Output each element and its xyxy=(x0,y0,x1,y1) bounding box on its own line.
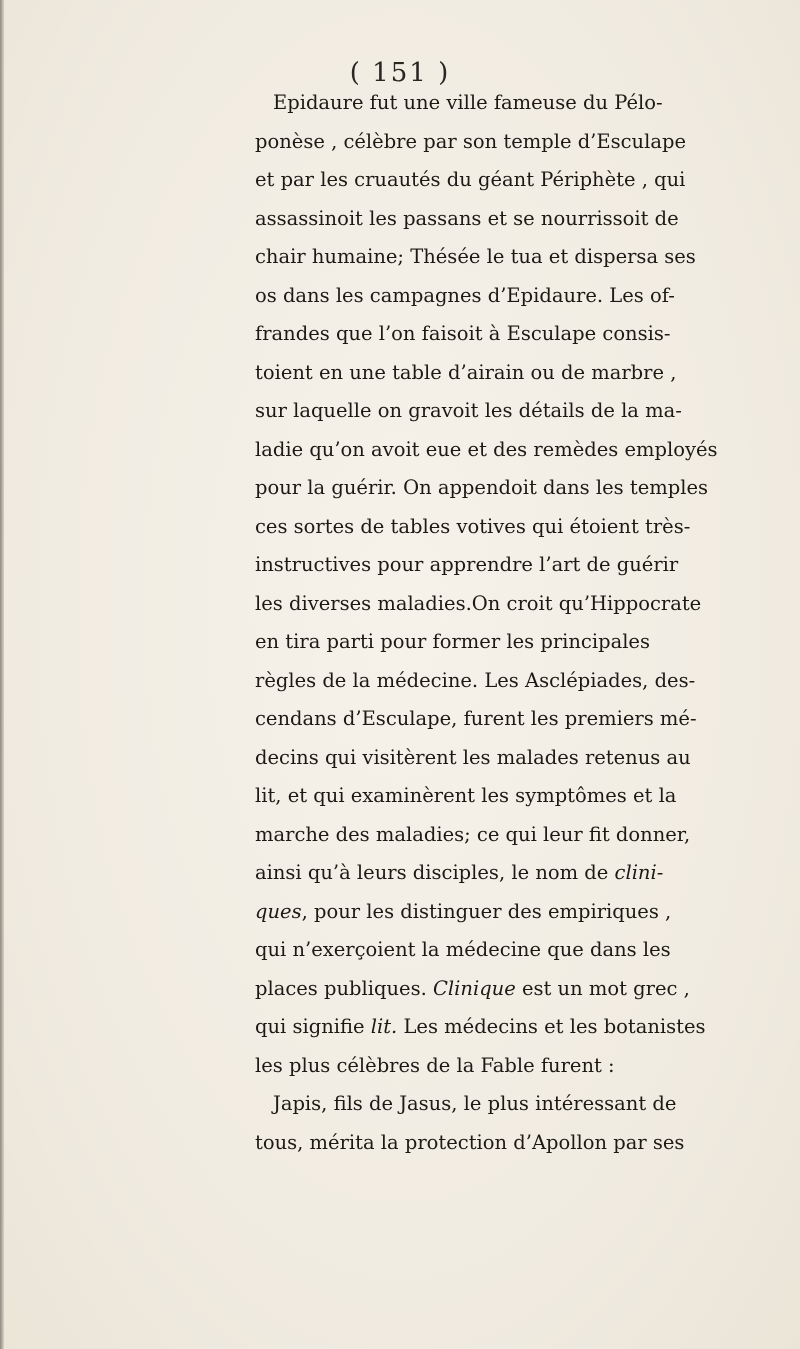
text-line: sur laquelle on gravoit les détails de la ma- xyxy=(255,399,682,422)
page-edge xyxy=(0,0,4,1349)
italic-term: ques xyxy=(255,899,302,923)
text-line: Japis, fils de Jasus, le plus intéressant de xyxy=(273,1092,677,1115)
text-segment: places publiques. xyxy=(255,976,433,1000)
text-line: assassinoit les passans et se nourrissoit de xyxy=(255,206,679,230)
text-line: et par les cruautés du géant Périphète , qui xyxy=(255,168,686,191)
text-line: instructives pour apprendre l’art de guérir xyxy=(255,553,679,576)
body-text xyxy=(255,84,718,1162)
italic-term: lit. xyxy=(370,1015,398,1038)
text-line: ces sortes de tables votives qui étoient très- xyxy=(255,514,691,538)
text-line: pour la guérir. On appendoit dans les temples xyxy=(255,476,708,499)
italic-term: Clinique xyxy=(433,976,516,1000)
text-line: les plus célèbres de la Fable furent : xyxy=(255,1053,615,1077)
text-line: frandes que l’on faisoit à Esculape consis- xyxy=(255,322,671,345)
text-segment: est un mot grec , xyxy=(515,976,690,1000)
text-line: os dans les campagnes d’Epidaure. Les of- xyxy=(255,283,675,307)
text-line xyxy=(255,893,672,932)
text-line: cendans d’Esculape, furent les premiers mé- xyxy=(255,707,697,730)
text-line xyxy=(255,1008,706,1047)
text-line xyxy=(255,970,690,1009)
text-line: lit, et qui examinèrent les symptômes et la xyxy=(255,784,677,807)
text-segment: , pour les distinguer des empiriques , xyxy=(301,899,672,923)
text-line: les diverses maladies.On croit qu’Hippocrate xyxy=(255,591,702,615)
text-segment: qui signifie xyxy=(255,1015,371,1038)
text-line: qui n’exerçoient la médecine que dans les xyxy=(255,938,671,961)
text-line xyxy=(255,854,664,893)
text-segment: Les médecins et les botanistes xyxy=(397,1015,706,1038)
text-line: ladie qu’on avoit eue et des remèdes employés xyxy=(255,437,718,461)
text-line: tous, mérita la protection d’Apollon par ses xyxy=(255,1130,685,1154)
text-line: en tira parti pour former les principales xyxy=(255,630,650,653)
text-line: ponèse , célèbre par son temple d’Esculape xyxy=(255,129,686,153)
italic-term: clini- xyxy=(614,861,664,884)
text-line: toient en une table d’airain ou de marbre , xyxy=(255,360,677,384)
text-line: Epidaure fut une ville fameuse du Pélo- xyxy=(273,91,663,114)
text-line: règles de la médecine. Les Asclépiades, des- xyxy=(255,668,696,692)
text-segment: ainsi qu’à leurs disciples, le nom de xyxy=(255,861,615,884)
text-line: chair humaine; Thésée le tua et dispersa ses xyxy=(255,245,696,268)
text-line: decins qui visitèrent les malades retenus au xyxy=(255,745,691,769)
page-number: ( 151 ) xyxy=(349,58,451,88)
text-line: marche des maladies; ce qui leur fit donner, xyxy=(255,822,691,846)
